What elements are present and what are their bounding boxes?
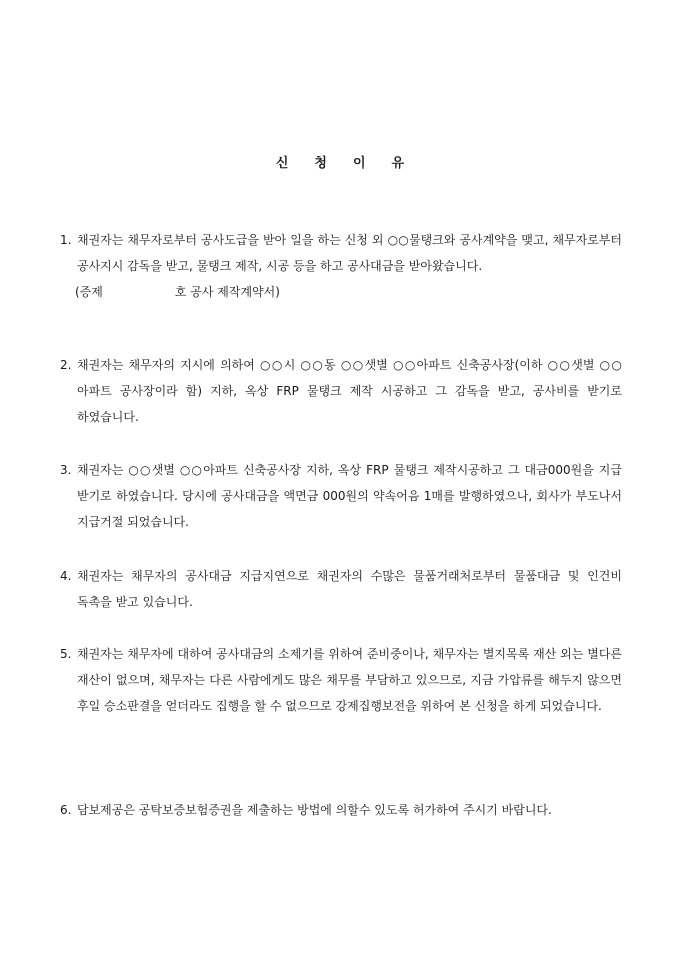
paragraph-text: 채권자는 채무자에 대하여 공사대금의 소제기를 위하여 준비중이나, 채무자는 별지목록 재산 외는 별다른 재산이 없으며, 채무자는 다른 사람에게도 많은 채무를 부담하고 있으므로, 지금 가압류를 해두지 않으면 후일 승소판결을 얻더라도 집행을 할 수 없으므로 강제집행보전을 위하여 본 신청을 하게 되었습니다. [77, 647, 622, 713]
paragraph-text: 담보제공은 공탁보증보험증권을 제출하는 방법에 의할수 있도록 허가하여 주시기 바랍니다. [77, 803, 552, 817]
paragraph-text: 채권자는 채무자의 공사대금 지급지연으로 채권자의 수많은 물품거래처로부터 물품대금 및 인건비 독촉을 받고 있습니다. [77, 569, 622, 609]
document-title: 신청이유 [275, 156, 431, 171]
paragraph-3 [60, 457, 622, 535]
paragraph-6 [60, 797, 622, 823]
evidence-prefix: (증제 [75, 285, 103, 299]
evidence-suffix: 호 공사 제작계약서) [174, 285, 280, 299]
paragraph-number: 4. [60, 569, 72, 583]
paragraph-number: 6. [60, 803, 72, 817]
paragraph-5 [60, 641, 622, 719]
paragraph-number: 2. [60, 358, 72, 372]
paragraph-text: 채권자는 채무자의 지시에 의하여 ○○시 ○○동 ○○샛별 ○○아파트 신축공사장(이하 ○○샛별 ○○아파트 공사장이라 함) 지하, 옥상 FRP 물탱크 제작 시공하고 그 감독을 받고, 공사비를 받기로 하였습니다. [77, 358, 622, 424]
evidence-line [75, 279, 622, 305]
paragraph-number: 1. [60, 233, 72, 247]
paragraph-2 [60, 352, 622, 430]
paragraph-4 [60, 563, 622, 615]
paragraph-text: 채권자는 ○○샛별 ○○아파트 신축공사장 지하, 옥상 FRP 물탱크 제작시공하고 그 대금000원을 지급 받기로 하였습니다. 당시에 공사대금을 액면금 000원의 약속어음 1매를 발행하였으나, 회사가 부도나서 지급거절 되었습니다. [77, 463, 622, 529]
paragraph-number: 5. [60, 647, 72, 661]
paragraph-text: 채권자는 채무자로부터 공사도급을 받아 일을 하는 신청 외 ○○물탱크와 공사계약을 맺고, 채무자로부터 공사지시 감독을 받고, 물탱크 제작, 시공 등을 하고 공사대금을 받아왔습니다. [77, 233, 622, 273]
paragraph-number: 3. [60, 463, 72, 477]
paragraph-1 [60, 227, 622, 305]
